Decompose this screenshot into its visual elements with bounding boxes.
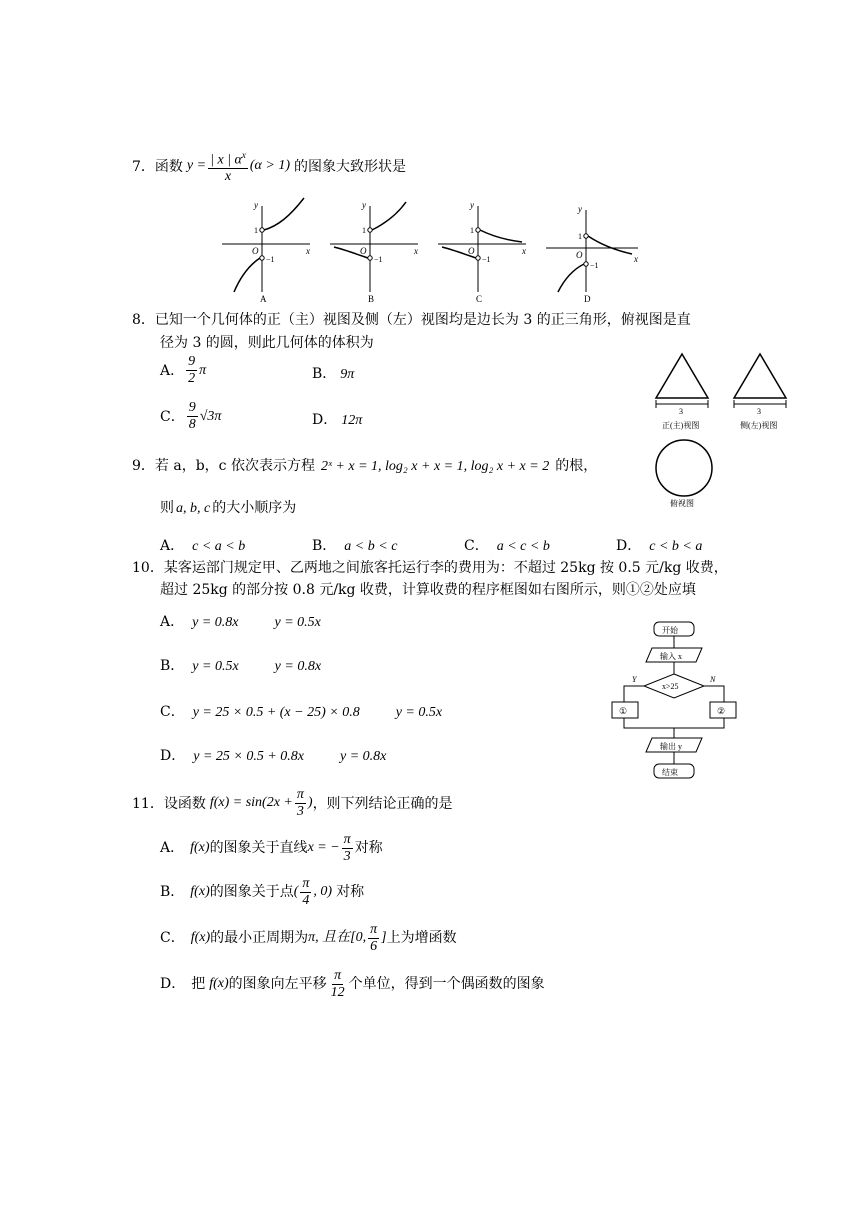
q11-option-b: B． f(x) 的图象关于点 ( $\frac{\pi}{4}$ , 0) 对称 — [160, 875, 365, 908]
q11-option-d: D． 把 f(x) 的图象向左平移 $\frac{\pi}{12}$ 个单位，得到一个偶函数的图象 — [160, 967, 545, 1000]
flow-condition — [644, 674, 704, 698]
graph-b-tick1: 1 — [362, 226, 366, 235]
q9-line2: 则 a, b, c 的大小顺序为 — [160, 500, 297, 516]
svg-text:开始: 开始 — [662, 626, 678, 635]
graph-a — [222, 198, 310, 304]
graph-a-origin: O — [252, 246, 259, 256]
svg-text:输出 y: 输出 y — [660, 742, 682, 751]
flow-input — [646, 648, 702, 662]
svg-text:3: 3 — [757, 407, 761, 416]
q8-line2 — [160, 333, 374, 353]
svg-text:②: ② — [717, 706, 726, 716]
q8-option-a: A． $\frac{9}{2}$ π — [160, 354, 207, 386]
q10-line2: 超过 25kg 的部分按 0.8 元/kg 收费，计算收费的程序框图如右图所示，则①②处应填 — [160, 582, 696, 598]
front-view — [656, 354, 708, 430]
graph-d-y: y — [578, 204, 582, 214]
graph-b-x: x — [414, 246, 418, 256]
svg-text:结束: 结束 — [662, 768, 678, 777]
graph-a-y: y — [254, 200, 258, 210]
q10-option-c: C． y = 25 × 0.5 + (x − 25) × 0.8 y = 0.5x — [160, 704, 443, 720]
q10-option-a: A． y = 0.8x y = 0.5x — [160, 614, 321, 630]
q8-option-b: B． 9π — [312, 366, 355, 382]
q7-func-fraction — [208, 147, 248, 186]
graph-b-origin: O — [360, 246, 367, 256]
side-view-label: 侧(左)视图 — [740, 421, 778, 430]
q8-option-d: D． 12π — [312, 412, 363, 428]
q9-equations: 2ˣ + x = 1, log₂ x + x = 1, log₂ x + x = 2 — [320, 459, 550, 474]
flow-end — [654, 764, 694, 778]
q7-number: 7． — [132, 159, 155, 175]
q10-option-d: D． y = 25 × 0.5 + 0.8x y = 0.8x — [160, 748, 387, 764]
q7-func-den: x — [224, 169, 232, 185]
graph-b-tickm1: −1 — [374, 255, 383, 264]
graph-c-label: C — [476, 294, 483, 304]
flow-box2 — [710, 702, 736, 718]
q8-text2: 径为 3 的圆，则此几何体的体积为 — [160, 335, 374, 351]
graph-c-x: x — [522, 246, 526, 256]
graph-b — [330, 200, 418, 304]
q9-option-a: A． c < a < b — [160, 538, 246, 554]
top-view-label: 俯视图 — [670, 499, 694, 508]
q7-lead: 函数 — [154, 159, 183, 175]
graph-d-tickm1: −1 — [590, 261, 599, 270]
front-view-label: 正(主)视图 — [662, 421, 700, 430]
graph-a-tick1: 1 — [254, 226, 258, 235]
side-view — [734, 354, 786, 430]
flow-box1 — [612, 702, 638, 718]
q7-func-cond: (α > 1) — [249, 158, 290, 173]
question-11: 11． 设函数 f(x) = sin(2x + $\frac{\pi}{3}$ ) ，则下列结论正确的是 — [132, 786, 453, 819]
svg-text:x>25: x>25 — [662, 682, 679, 691]
graph-d-x: x — [634, 254, 638, 264]
q8-number: 8． — [132, 312, 155, 328]
q7-func-num: | x | α — [210, 152, 242, 168]
svg-text:输入 x: 输入 x — [660, 652, 682, 661]
flow-no: N — [710, 675, 716, 684]
graph-b-y: y — [362, 200, 366, 210]
flow-output — [646, 738, 702, 752]
top-view — [656, 440, 712, 508]
q7-func-num-sup: x — [241, 149, 246, 160]
q11-option-c: C． f(x) 的最小正周期为 π, 且在[0, $\frac{\pi}{6}$ ] 上为增函数 — [160, 921, 457, 954]
q10-option-b: B． y = 0.5x y = 0.8x — [160, 658, 322, 674]
graph-a-tickm1: −1 — [266, 255, 275, 264]
q9-line1: 9．若 a，b，c 依次表示方程 2ˣ + x = 1, log₂ x + x = 1, log₂ x + x = 2 的根， — [132, 458, 598, 474]
graph-a-x: x — [306, 246, 310, 256]
q8-text1: 已知一个几何体的正（主）视图及侧（左）视图均是边长为 3 的正三角形，俯视图是直 — [154, 312, 691, 328]
q8-three-views — [646, 350, 800, 510]
q11-option-a: A． f(x) 的图象关于直线 x = − $\frac{\pi}{3}$ 对称 — [160, 831, 383, 864]
question-7 — [132, 148, 406, 184]
q8-line1 — [132, 310, 691, 330]
q7-tail: 的图象大致形状是 — [293, 159, 406, 175]
flow-start — [654, 622, 694, 636]
graph-c-tickm1: −1 — [482, 255, 491, 264]
flow-yes: Y — [632, 675, 637, 684]
svg-text:①: ① — [619, 706, 628, 716]
q9-option-d: D． c < b < a — [616, 538, 703, 554]
graph-c-tick1: 1 — [470, 226, 474, 235]
q10-flowchart — [606, 616, 742, 786]
graph-d-origin: O — [576, 250, 583, 260]
q7-func-y: y = — [186, 158, 207, 173]
graph-d — [546, 204, 638, 304]
graph-b-label: B — [368, 294, 375, 304]
graph-d-label: D — [584, 294, 591, 304]
graph-d-tick1: 1 — [578, 232, 582, 241]
q9-option-b: B． a < b < c — [312, 538, 398, 554]
svg-text:3: 3 — [679, 407, 683, 416]
graph-c — [438, 200, 526, 304]
q7-graphs — [218, 196, 648, 306]
q10-line1: 10．某客运部门规定甲、乙两地之间旅客托运行李的费用为：不超过 25kg 按 0.5 元/kg 收费， — [132, 560, 728, 576]
q8-option-c: C． $\frac{9}{8}$ √3π — [160, 400, 222, 432]
q9-option-c: C． a < c < b — [464, 538, 550, 554]
graph-a-label: A — [260, 294, 267, 304]
graph-c-y: y — [470, 200, 474, 210]
graph-c-origin: O — [468, 246, 475, 256]
